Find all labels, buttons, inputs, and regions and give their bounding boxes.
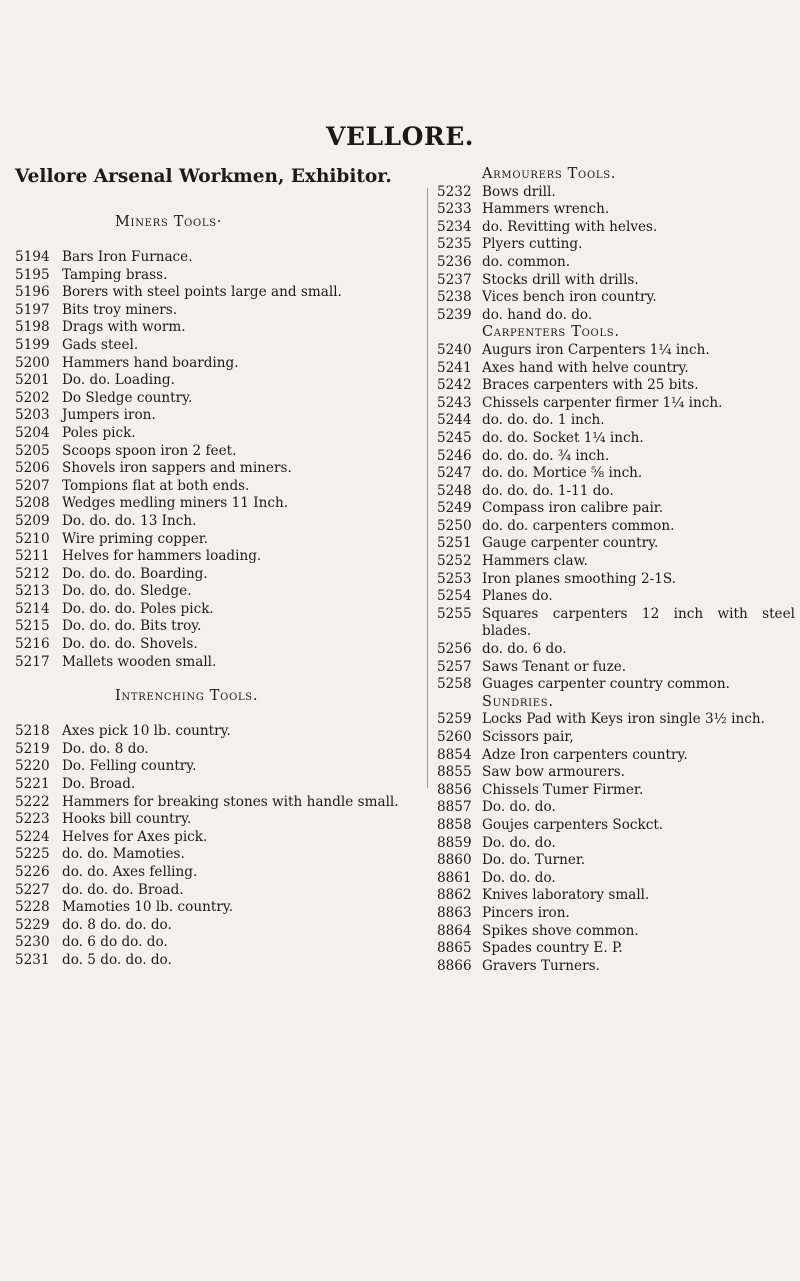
section-heading: Armourers Tools. — [482, 166, 617, 182]
entry-description: do. do. Socket 1¼ inch. — [482, 429, 644, 446]
entry-number: 5217 — [15, 653, 50, 670]
entry-description: Hammers for breaking stones with handle small. — [62, 793, 399, 810]
entry-number: 5231 — [15, 951, 50, 968]
catalogue-entry — [0, 302, 426, 320]
entry-number: 5221 — [15, 776, 50, 793]
entry-description: Bows drill. — [482, 183, 556, 200]
entry-number: 5229 — [15, 916, 50, 933]
entry-number: 8859 — [437, 834, 472, 851]
entry-description: Guages carpenter country common. — [482, 676, 730, 693]
catalogue-entry — [437, 571, 795, 589]
catalogue-entry — [437, 377, 795, 395]
entry-description: Do. do. Loading. — [62, 372, 175, 389]
catalogue-entry — [437, 219, 795, 237]
catalogue-entry — [0, 478, 426, 496]
entry-description: Knives laboratory small. — [482, 887, 650, 904]
entry-description: Saws Tenant or fuze. — [482, 658, 627, 675]
catalogue-entry — [0, 443, 426, 461]
catalogue-entry — [437, 887, 795, 905]
catalogue-entry — [0, 758, 426, 776]
entry-number: 8864 — [437, 922, 472, 939]
catalogue-entry — [0, 355, 426, 373]
catalogue-entry — [437, 448, 795, 466]
entry-number: 8856 — [437, 781, 472, 798]
entry-description: Gads steel. — [62, 336, 139, 353]
entry-description: do. do. do. Broad. — [62, 881, 184, 898]
entry-description: Tamping brass. — [62, 266, 168, 283]
entry-description: Do. do. do. — [482, 799, 556, 816]
catalogue-entry — [437, 835, 795, 853]
entry-number: 8865 — [437, 940, 472, 957]
catalogue-entry — [437, 518, 795, 536]
entry-description: do. do. Axes felling. — [62, 864, 198, 880]
entry-description: Iron planes smoothing 2-1S. — [482, 570, 676, 587]
entry-number: 5256 — [437, 641, 472, 658]
section-heading: Miners Tools· — [115, 214, 223, 230]
entry-description: Do. do. do. — [482, 869, 556, 886]
entry-number: 5204 — [15, 424, 50, 441]
catalogue-entry — [437, 641, 795, 659]
entry-number: 5257 — [437, 658, 472, 675]
entry-description: Helves for hammers loading. — [62, 548, 262, 565]
entry-description: Pincers iron. — [482, 904, 570, 921]
entry-description: Poles pick. — [62, 424, 136, 441]
entry-description: Goujes carpenters Sockct. — [482, 816, 664, 833]
entry-description: Do. do. do. 13 Inch. — [62, 512, 197, 529]
entry-description: do. Revitting with helves. — [482, 218, 658, 235]
entry-number: 5240 — [437, 341, 472, 358]
catalogue-entry — [0, 952, 426, 970]
entry-number: 5209 — [15, 512, 50, 529]
entry-number: 5227 — [15, 881, 50, 898]
entry-number: 5258 — [437, 676, 472, 693]
entry-number: 8861 — [437, 869, 472, 886]
entry-description: Augurs iron Carpenters 1¼ inch. — [482, 341, 710, 358]
entry-number: 5248 — [437, 482, 472, 499]
entry-number: 5259 — [437, 711, 472, 728]
entry-number: 5224 — [15, 828, 50, 845]
entry-description: Do. do. 8 do. — [62, 740, 149, 757]
entry-description: Do. do. Turner. — [482, 852, 586, 869]
entry-number: 8863 — [437, 904, 472, 921]
entry-description: do. do. do. 1-11 do. — [482, 482, 614, 499]
catalogue-entry — [437, 465, 795, 483]
entry-number: 8854 — [437, 746, 472, 763]
entry-number: 8858 — [437, 816, 472, 833]
entry-number: 5226 — [15, 864, 50, 880]
catalogue-entry — [0, 372, 426, 390]
entry-number: 5247 — [437, 465, 472, 482]
entry-description: Hammers claw. — [482, 553, 588, 570]
entry-number: 5220 — [15, 758, 50, 775]
entry-description: Do. do. do. Boarding. — [62, 565, 208, 582]
entry-number: 5208 — [15, 495, 50, 512]
catalogue-entry — [0, 636, 426, 654]
catalogue-entry — [437, 782, 795, 800]
catalogue-entry — [437, 483, 795, 501]
entry-description: Hooks bill country. — [62, 811, 192, 828]
catalogue-entry — [0, 618, 426, 636]
entry-number: 5249 — [437, 500, 472, 517]
entry-description: do. do. do. ¾ inch. — [482, 447, 610, 464]
section-heading: Carpenters Tools. — [482, 324, 620, 341]
entry-number: 5260 — [437, 729, 472, 745]
entry-description: Chissels Tumer Firmer. — [482, 781, 644, 798]
catalogue-entry — [0, 776, 426, 794]
catalogue-entry — [0, 267, 426, 285]
catalogue-entry — [437, 307, 795, 325]
entry-number: 5255 — [437, 605, 472, 622]
catalogue-entry — [437, 747, 795, 765]
catalogue-entry — [0, 934, 426, 952]
catalogue-entry — [0, 495, 426, 513]
entry-description: Spikes shove common. — [482, 922, 639, 939]
catalogue-entry — [437, 254, 795, 272]
catalogue-entry — [437, 799, 795, 817]
catalogue-entry — [437, 360, 795, 378]
catalogue-entry — [0, 548, 426, 566]
entry-description: Do. Broad. — [62, 776, 136, 793]
catalogue-entry — [437, 342, 795, 360]
catalogue-entry — [0, 829, 426, 847]
catalogue-entry — [437, 870, 795, 888]
entry-description: Adze Iron carpenters country. — [482, 746, 688, 763]
entry-description: Mallets wooden small. — [62, 653, 217, 670]
entry-number: 5245 — [437, 429, 472, 446]
entry-description: do. hand do. do. — [482, 306, 593, 323]
entry-number: 5244 — [437, 412, 472, 429]
entry-number: 5250 — [437, 517, 472, 534]
entry-description: do. common. — [482, 253, 571, 270]
entry-description: Drags with worm. — [62, 319, 186, 336]
entry-description: Do. do. do. Poles pick. — [62, 600, 214, 617]
entry-number: 5251 — [437, 535, 472, 552]
catalogue-entry — [437, 430, 795, 448]
entry-description: do. 8 do. do. do. — [62, 916, 172, 933]
left-column — [0, 211, 426, 970]
entry-description: do. do. do. 1 inch. — [482, 412, 605, 429]
entry-number: 5241 — [437, 359, 472, 376]
catalogue-entry — [0, 566, 426, 584]
entry-description: Gravers Turners. — [482, 957, 600, 974]
entry-number: 5216 — [15, 636, 50, 653]
catalogue-entry — [437, 659, 795, 677]
entry-number: 5230 — [15, 934, 50, 951]
entry-description: Shovels iron sappers and miners. — [62, 460, 292, 477]
entry-number: 5246 — [437, 447, 472, 464]
entry-number: 5195 — [15, 266, 50, 283]
catalogue-entry — [0, 741, 426, 759]
entry-description: Compass iron calibre pair. — [482, 500, 664, 517]
entry-description: Do. do. do. Sledge. — [62, 583, 192, 600]
entry-number: 5198 — [15, 319, 50, 336]
catalogue-entry — [0, 917, 426, 935]
entry-number: 5213 — [15, 583, 50, 600]
entry-number: 5210 — [15, 530, 50, 547]
entry-number: 5223 — [15, 811, 50, 828]
entry-description: Wire priming copper. — [62, 530, 209, 547]
entry-description: Chissels carpenter firmer 1¼ inch. — [482, 394, 723, 411]
entry-number: 8857 — [437, 799, 472, 816]
entry-number: 5211 — [15, 548, 50, 565]
right-column — [437, 166, 795, 975]
entry-description: Plyers cutting. — [482, 236, 583, 253]
entry-number: 5237 — [437, 271, 472, 288]
entry-number: 5218 — [15, 723, 50, 740]
entry-number: 8855 — [437, 764, 472, 781]
entry-description: do. do. Mamoties. — [62, 846, 185, 863]
entry-description: Gauge carpenter country. — [482, 535, 659, 552]
catalogue-entry — [437, 958, 795, 976]
entry-number: 5253 — [437, 570, 472, 587]
entry-description: Spades country E. P. — [482, 940, 623, 957]
catalogue-entry — [437, 729, 795, 747]
entry-description: do. do. carpenters common. — [482, 517, 675, 534]
catalogue-entry — [0, 425, 426, 443]
entry-description: do. 5 do. do. do. — [62, 951, 172, 968]
entry-number: 5239 — [437, 306, 472, 323]
catalogue-entry — [0, 811, 426, 829]
entry-description: Vices bench iron country. — [482, 289, 657, 306]
catalogue-entry — [437, 289, 795, 307]
catalogue-entry — [0, 601, 426, 619]
entry-description: Bars Iron Furnace. — [62, 249, 193, 265]
entry-number: 5236 — [437, 253, 472, 270]
catalogue-entry — [0, 654, 426, 672]
entry-number: 8860 — [437, 852, 472, 869]
catalogue-entry — [437, 272, 795, 290]
entry-number: 5207 — [15, 477, 50, 494]
catalogue-entry — [0, 513, 426, 531]
entry-description: Locks Pad with Keys iron single 3½ inch. — [482, 711, 765, 728]
entry-description: Do. do. do. Bits troy. — [62, 618, 202, 635]
entry-description: Axes hand with helve country. — [482, 359, 689, 376]
catalogue-entry — [437, 201, 795, 219]
entry-description: Hammers hand boarding. — [62, 354, 239, 371]
catalogue-entry — [437, 905, 795, 923]
entry-description: Do. Felling country. — [62, 758, 197, 775]
entry-number: 5235 — [437, 236, 472, 253]
entry-description: Do. do. do. — [482, 834, 556, 851]
entry-description: do. do. Mortice ⅝ inch. — [482, 465, 643, 482]
entry-number: 8866 — [437, 957, 472, 974]
catalogue-entry — [437, 412, 795, 430]
entry-description: Braces carpenters with 25 bits. — [482, 377, 699, 394]
entry-number: 5228 — [15, 899, 50, 916]
catalogue-entry — [437, 588, 795, 606]
entry-number: 5214 — [15, 600, 50, 617]
column-divider — [427, 188, 428, 788]
entry-number: 5238 — [437, 289, 472, 306]
entry-number: 5203 — [15, 407, 50, 424]
entry-description: Do. do. do. Shovels. — [62, 636, 198, 653]
entry-description: Scissors pair, — [482, 729, 574, 745]
entry-number: 5215 — [15, 618, 50, 635]
catalogue-entry — [437, 553, 795, 571]
entry-description: Do Sledge country. — [62, 389, 193, 406]
catalogue-entry — [437, 395, 795, 413]
entry-number: 5233 — [437, 201, 472, 218]
entry-description: Squares carpenters 12 inch with steel blades. — [482, 605, 795, 640]
entry-number: 5219 — [15, 740, 50, 757]
entry-description: Wedges medling miners 11 Inch. — [62, 495, 289, 512]
catalogue-entry — [0, 390, 426, 408]
catalogue-entry — [0, 723, 426, 741]
catalogue-entry — [0, 899, 426, 917]
entry-number: 5222 — [15, 793, 50, 810]
entry-description: Jumpers iron. — [62, 407, 156, 424]
entry-number: 5196 — [15, 284, 50, 301]
entry-number: 5234 — [437, 218, 472, 235]
entry-number: 5206 — [15, 460, 50, 477]
entry-description: Helves for Axes pick. — [62, 828, 208, 845]
entry-number: 8862 — [437, 887, 472, 904]
entry-number: 5194 — [15, 249, 50, 265]
entry-description: Borers with steel points large and small. — [62, 284, 342, 301]
catalogue-entry — [437, 535, 795, 553]
entry-description: Planes do. — [482, 588, 553, 605]
entry-number: 5197 — [15, 301, 50, 318]
catalogue-entry — [0, 460, 426, 478]
section-heading: Intrenching Tools. — [115, 688, 259, 705]
entry-number: 5254 — [437, 588, 472, 605]
entry-number: 5232 — [437, 183, 472, 200]
entry-description: Bits troy miners. — [62, 301, 178, 318]
catalogue-entry — [0, 531, 426, 549]
entry-description: Axes pick 10 lb. country. — [62, 723, 231, 740]
catalogue-entry — [0, 583, 426, 601]
catalogue-entry — [437, 184, 795, 202]
entry-number: 5252 — [437, 553, 472, 570]
entry-description: do. do. 6 do. — [482, 641, 567, 658]
entry-number: 5205 — [15, 442, 50, 459]
entry-number: 5201 — [15, 372, 50, 389]
entry-description: Tompions flat at both ends. — [62, 477, 250, 494]
catalogue-entry — [437, 940, 795, 958]
catalogue-entry — [437, 500, 795, 518]
entry-number: 5199 — [15, 336, 50, 353]
catalogue-entry — [0, 846, 426, 864]
catalogue-entry — [437, 764, 795, 782]
entry-description: Stocks drill with drills. — [482, 271, 639, 288]
catalogue-entry — [0, 284, 426, 302]
catalogue-entry — [437, 923, 795, 941]
catalogue-entry — [0, 882, 426, 900]
entry-number: 5225 — [15, 846, 50, 863]
entry-description: Mamoties 10 lb. country. — [62, 899, 234, 916]
catalogue-entry — [0, 319, 426, 337]
catalogue-entry — [0, 249, 426, 267]
catalogue-entry — [437, 676, 795, 694]
catalogue-entry — [437, 852, 795, 870]
entry-number: 5243 — [437, 394, 472, 411]
entry-description: Saw bow armourers. — [482, 764, 625, 781]
catalogue-entry — [0, 337, 426, 355]
catalogue-entry — [437, 236, 795, 254]
catalogue-entry — [0, 407, 426, 425]
entry-number: 5200 — [15, 354, 50, 371]
catalogue-entry — [0, 864, 426, 882]
section-heading: Sundries. — [482, 693, 554, 710]
page-title: VELLORE. — [326, 122, 474, 151]
catalogue-entry — [437, 606, 795, 641]
catalogue-entry — [437, 817, 795, 835]
catalogue-entry — [0, 794, 426, 812]
entry-description: do. 6 do do. do. — [62, 934, 168, 951]
exhibitor-heading: Vellore Arsenal Workmen, Exhibitor. — [15, 166, 392, 187]
entry-number: 5242 — [437, 377, 472, 394]
catalogue-entry — [437, 711, 795, 729]
entry-number: 5202 — [15, 389, 50, 406]
entry-number: 5212 — [15, 565, 50, 582]
entry-description: Scoops spoon iron 2 feet. — [62, 442, 237, 459]
entry-description: Hammers wrench. — [482, 201, 610, 218]
